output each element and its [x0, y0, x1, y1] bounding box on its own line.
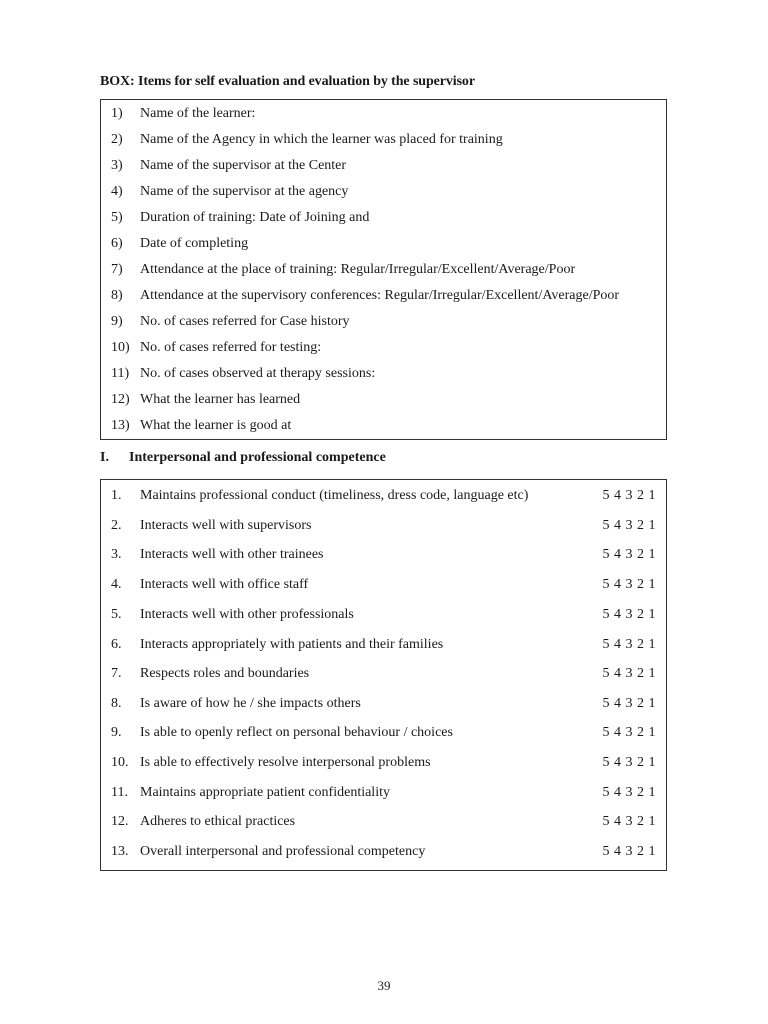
item-number: 3)	[111, 158, 123, 173]
item-number: 9.	[111, 725, 122, 740]
list-item	[111, 260, 575, 280]
item-text: Interacts well with office staff	[140, 577, 309, 592]
item-text: What the learner is good at	[140, 418, 292, 433]
item-number: 13)	[111, 418, 130, 433]
rating-scale: 5 4 3 2 1	[602, 725, 656, 740]
list-item	[111, 364, 375, 384]
item-text: Name of the supervisor at the agency	[140, 184, 349, 199]
item-text: Is able to effectively resolve interpersonal problems	[140, 755, 431, 770]
rating-scale: 5 4 3 2 1	[602, 785, 656, 800]
rating-scale: 5 4 3 2 1	[602, 607, 656, 622]
item-text: No. of cases referred for testing:	[140, 340, 322, 355]
item-number: 9)	[111, 314, 123, 329]
rating-scale: 5 4 3 2 1	[602, 637, 656, 652]
list-item	[111, 208, 369, 228]
item-number: 8)	[111, 288, 123, 303]
rating-row	[111, 545, 656, 565]
item-number: 10)	[111, 340, 130, 355]
list-item	[111, 182, 348, 202]
rating-row	[111, 723, 656, 743]
competence-rating-box	[100, 479, 667, 871]
rating-scale: 5 4 3 2 1	[602, 577, 656, 592]
item-number: 4)	[111, 184, 123, 199]
item-number: 3.	[111, 547, 122, 562]
list-item	[111, 416, 291, 436]
item-text: Interacts well with other trainees	[140, 547, 324, 562]
rating-scale: 5 4 3 2 1	[602, 814, 656, 829]
rating-scale: 5 4 3 2 1	[602, 518, 656, 533]
item-text: Name of the Agency in which the learner was placed for training	[140, 132, 503, 147]
item-number: 10.	[111, 755, 129, 770]
item-text: Attendance at the supervisory conferences: Regular/Irregular/Excellent/Average/Poor	[140, 288, 620, 303]
item-number: 1)	[111, 106, 123, 121]
rating-row	[111, 635, 656, 655]
rating-row	[111, 575, 656, 595]
rating-scale: 5 4 3 2 1	[602, 666, 656, 681]
item-text: Is aware of how he / she impacts others	[140, 696, 361, 711]
item-text: What the learner has learned	[140, 392, 301, 407]
item-text: Is able to openly reflect on personal behaviour / choices	[140, 725, 453, 740]
section-heading	[100, 450, 386, 466]
item-text: Maintains professional conduct (timeliness, dress code, language etc)	[140, 488, 529, 503]
list-item	[111, 156, 346, 176]
page-number: 39	[377, 978, 391, 993]
item-number: 5)	[111, 210, 123, 225]
rating-row	[111, 664, 656, 684]
item-number: 6)	[111, 236, 123, 251]
item-number: 4.	[111, 577, 122, 592]
rating-row	[111, 753, 656, 773]
item-text: Respects roles and boundaries	[140, 666, 310, 681]
rating-row	[111, 516, 656, 536]
list-item	[111, 312, 350, 332]
item-number: 11)	[111, 366, 130, 381]
item-number: 11.	[111, 785, 128, 800]
item-number: 2.	[111, 518, 122, 533]
item-number: 8.	[111, 696, 122, 711]
rating-row	[111, 605, 656, 625]
item-text: Interacts well with other professionals	[140, 607, 354, 622]
box-title: BOX: Items for self evaluation and evaluation by the supervisor	[100, 74, 475, 89]
item-text: Adheres to ethical practices	[140, 814, 296, 829]
item-text: Maintains appropriate patient confidentiality	[140, 785, 390, 800]
item-text: Overall interpersonal and professional competency	[140, 844, 426, 859]
rating-row	[111, 694, 656, 714]
list-item	[111, 286, 619, 306]
list-item	[111, 234, 248, 254]
section-number: I.	[100, 450, 109, 465]
rating-row	[111, 812, 656, 832]
item-text: Name of the learner:	[140, 106, 256, 121]
item-text: Attendance at the place of training: Regular/Irregular/Excellent/Average/Poor	[140, 262, 576, 277]
rating-scale: 5 4 3 2 1	[602, 696, 656, 711]
rating-row	[111, 486, 656, 506]
rating-row	[111, 842, 656, 862]
evaluation-items-box	[100, 99, 667, 440]
list-item	[111, 390, 300, 410]
item-text: Interacts appropriately with patients and their families	[140, 637, 444, 652]
item-number: 13.	[111, 844, 129, 859]
item-number: 12)	[111, 392, 130, 407]
item-number: 1.	[111, 488, 122, 503]
item-text: No. of cases referred for Case history	[140, 314, 350, 329]
item-number: 5.	[111, 607, 122, 622]
item-text: Duration of training: Date of Joining and	[140, 210, 370, 225]
item-text: Interacts well with supervisors	[140, 518, 312, 533]
item-number: 7)	[111, 262, 123, 277]
item-text: No. of cases observed at therapy sessions:	[140, 366, 376, 381]
list-item	[111, 130, 503, 150]
rating-row	[111, 783, 656, 803]
rating-scale: 5 4 3 2 1	[602, 755, 656, 770]
rating-scale: 5 4 3 2 1	[602, 488, 656, 503]
item-text: Name of the supervisor at the Center	[140, 158, 347, 173]
item-number: 7.	[111, 666, 122, 681]
item-number: 2)	[111, 132, 123, 147]
section-title: Interpersonal and professional competence	[129, 450, 386, 465]
rating-scale: 5 4 3 2 1	[602, 844, 656, 859]
rating-scale: 5 4 3 2 1	[602, 547, 656, 562]
list-item	[111, 104, 255, 124]
item-number: 6.	[111, 637, 122, 652]
item-text: Date of completing	[140, 236, 249, 251]
item-number: 12.	[111, 814, 129, 829]
list-item	[111, 338, 321, 358]
